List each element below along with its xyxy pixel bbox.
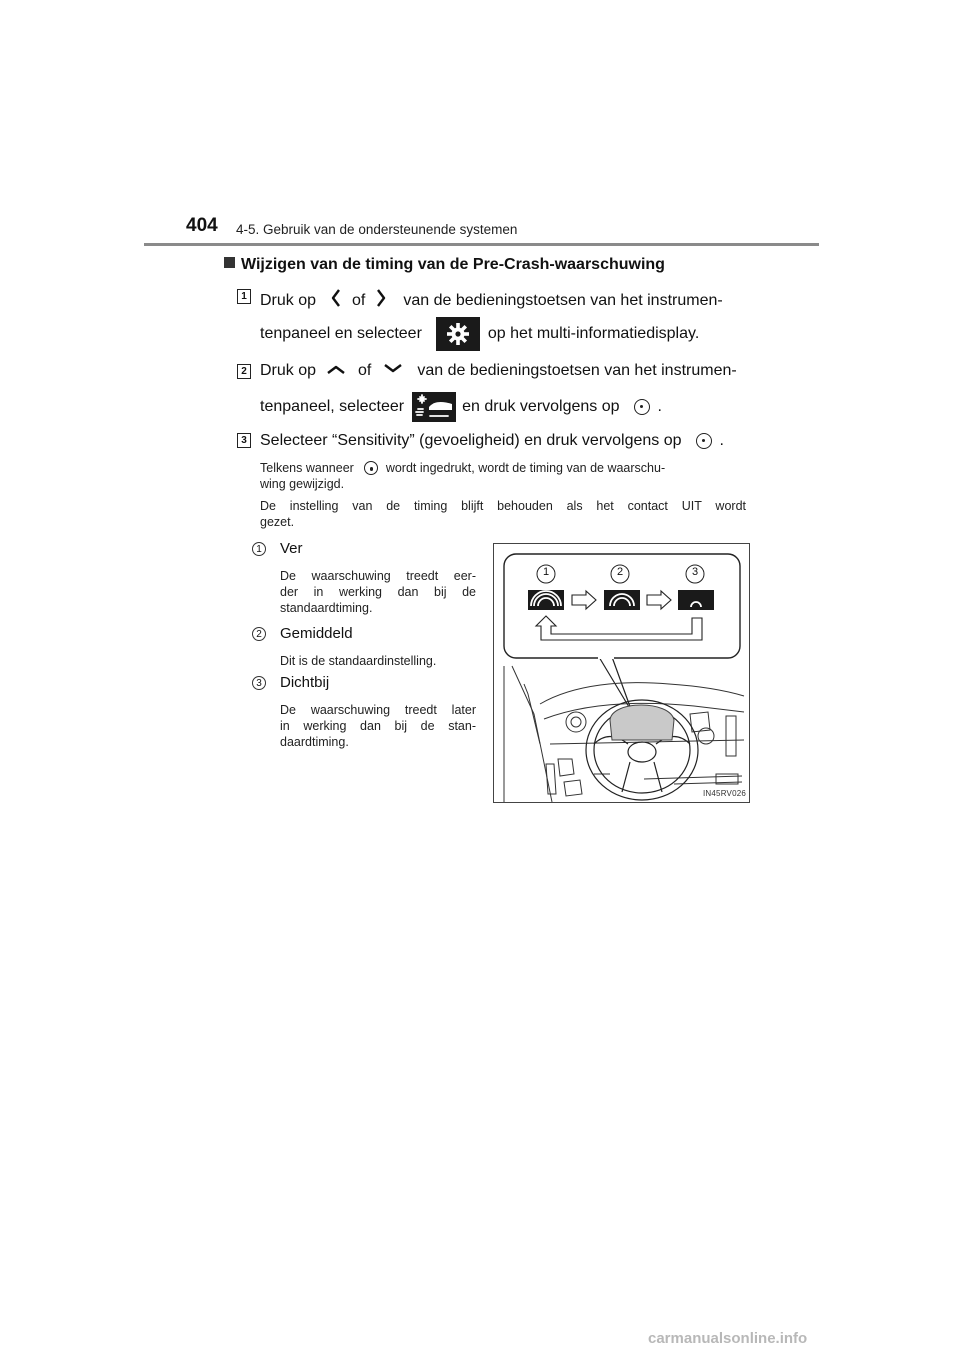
enter-button-icon bbox=[364, 461, 378, 475]
option-number-3: 3 bbox=[252, 676, 266, 690]
callout-number-1: 1 bbox=[542, 566, 550, 578]
step-text: en druk vervolgens op bbox=[462, 398, 620, 415]
chevron-left-icon bbox=[330, 288, 342, 313]
step-1-line-2 bbox=[260, 317, 699, 351]
note-text: wordt ingedrukt, wordt de timing van de waarschu- bbox=[385, 461, 666, 475]
option-desc-medium: Dit is de standaardinstelling. bbox=[280, 654, 437, 668]
step-text: Selecteer “Sensitivity” (gevoeligheid) en druk vervolgens op bbox=[260, 432, 682, 449]
enter-button-icon bbox=[634, 398, 650, 416]
step-text: of bbox=[352, 291, 366, 309]
step-text: van de bedieningstoetsen van het instrumen- bbox=[403, 291, 723, 309]
step-text: op het multi-informatiedisplay. bbox=[487, 325, 700, 342]
chapter-title: 4-5. Gebruik van de ondersteunende systemen bbox=[236, 222, 518, 237]
step-text: Druk op bbox=[260, 362, 317, 379]
watermark: carmanualsonline.info bbox=[648, 1330, 808, 1347]
note-text: Telkens wanneer bbox=[260, 461, 354, 475]
dashboard-illustration bbox=[493, 543, 750, 803]
note-text: De instelling van de timing blijft behouden als het contact UIT wordt bbox=[260, 499, 746, 513]
step-badge-3: 3 bbox=[237, 433, 251, 448]
page-number: 404 bbox=[186, 215, 218, 236]
chevron-down-icon bbox=[383, 362, 403, 380]
square-bullet-icon bbox=[224, 257, 235, 268]
step-text: . bbox=[657, 398, 662, 415]
figure-code: IN45RV026 bbox=[703, 789, 747, 798]
chevron-up-icon bbox=[326, 362, 346, 380]
note-2 bbox=[260, 498, 746, 530]
step-text: of bbox=[358, 362, 372, 379]
step-text: van de bedieningstoetsen van het instrumen- bbox=[417, 362, 737, 379]
chevron-right-icon bbox=[375, 288, 387, 313]
note-text: wing gewijzigd. bbox=[260, 477, 345, 491]
step-text: . bbox=[719, 432, 724, 449]
step-2-line-1 bbox=[260, 362, 737, 380]
option-desc-near: De waarschuwing treedt later in werking dan bij de stan- daardtiming. bbox=[280, 703, 476, 749]
option-number-1: 1 bbox=[252, 542, 266, 556]
gear-icon bbox=[436, 317, 480, 351]
step-1-line-1 bbox=[260, 288, 723, 313]
option-desc-far: De waarschuwing treedt eer- der in werking dan bij de standaardtiming. bbox=[280, 569, 476, 615]
note-1 bbox=[260, 460, 746, 492]
callout-number-2: 2 bbox=[616, 566, 624, 578]
step-text: tenpaneel en selecteer bbox=[260, 325, 422, 342]
note-text: gezet. bbox=[260, 515, 295, 529]
step-3-line-1 bbox=[260, 432, 724, 450]
step-badge-1: 1 bbox=[237, 289, 251, 304]
pre-crash-icon bbox=[412, 392, 456, 422]
header-rule bbox=[144, 243, 819, 246]
section-title bbox=[224, 256, 665, 274]
option-label-near: Dichtbij bbox=[280, 674, 330, 691]
step-text: Druk op bbox=[260, 291, 317, 309]
enter-button-icon bbox=[696, 432, 712, 450]
option-number-2: 2 bbox=[252, 627, 266, 641]
section-title-text: Wijzigen van de timing van de Pre-Crash-waarschuwing bbox=[241, 256, 665, 273]
step-badge-2: 2 bbox=[237, 364, 251, 379]
option-label-far: Ver bbox=[280, 540, 303, 557]
callout-number-3: 3 bbox=[691, 566, 699, 578]
option-label-medium: Gemiddeld bbox=[280, 625, 353, 642]
step-text: tenpaneel, selecteer bbox=[260, 398, 405, 415]
step-2-line-2 bbox=[260, 392, 662, 422]
